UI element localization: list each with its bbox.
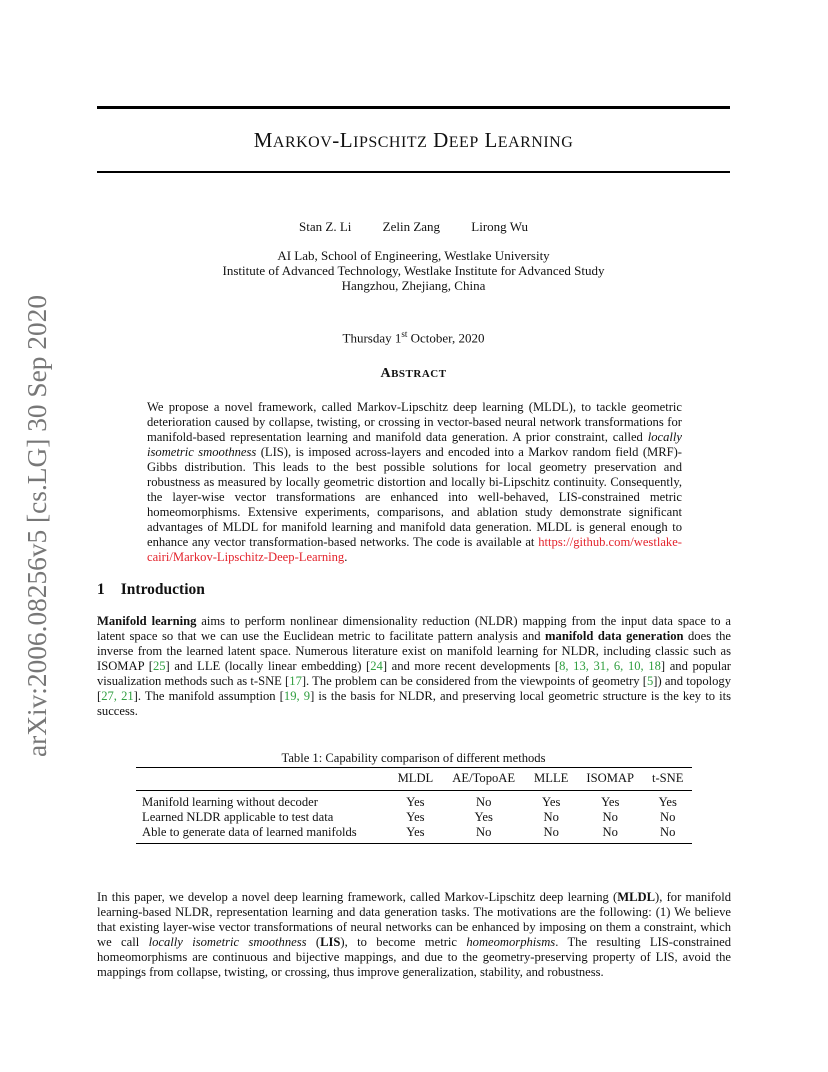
citation-link[interactable]: 8, 13, 31, 6, 10, 18 — [559, 659, 661, 673]
table-cell: No — [660, 825, 676, 839]
capability-table — [136, 767, 692, 844]
table-cell: Manifold learning without decoder — [142, 795, 318, 809]
arxiv-identifier: arXiv:2006.08256v5 [cs.LG] 30 Sep 2020 — [21, 292, 52, 757]
table-cell: Yes — [406, 795, 425, 809]
author-name: Zelin Zang — [382, 219, 441, 234]
affiliation — [97, 248, 730, 293]
section-heading-introduction: 1 Introduction — [97, 581, 205, 598]
date-line: Thursday 1st October, 2020 — [342, 329, 485, 346]
table-cell: No — [475, 795, 492, 809]
affiliation-line: AI Lab, School of Engineering, Westlake University — [277, 248, 550, 263]
citation-link[interactable]: 5 — [646, 674, 654, 688]
table-row — [136, 791, 692, 811]
table-cell: No — [543, 825, 559, 839]
citation-link[interactable]: 25 — [152, 659, 166, 673]
table-cell: No — [602, 825, 618, 839]
table-cell: Yes — [406, 810, 425, 824]
column-header: MLDL — [397, 771, 434, 785]
code-link[interactable]: https://github.com/westlake-cairi/Markov-Lipschitz-Deep-Learning — [147, 535, 682, 564]
table-cell: No — [543, 810, 559, 824]
table-row — [136, 810, 692, 825]
column-header: t-SNE — [651, 771, 684, 785]
abstract-text: We propose a novel framework, called Markov-Lipschitz deep learning (MLDL), to tackle geometric deterioration caused by collapse, twisting, or crossing in vector-based neural network transformations for manifold-based representation learning and manifold data generation. A prior constraint, called locally isometric smoothness (LIS), is imposed across-layers and encoded into a Markov random field (MRF)-Gibbs distribution. This leads to the best possible solutions for local geometry preservation and robustness as measured by locally geometric distortion and locally bi-Lipschitz continuity. Consequently, the layer-wise vector transformations are enhanced into well-behaved, LIS-constrained metric homeomorphisms. Extensive experiments, comparisons, and ablation study demonstrate significant advantages of MLDL for manifold learning and manifold data generation. MLDL is general enough to enhance any vector transformation-based networks. The code is available at https://github.com/westlake-cairi/Markov-Lipschitz-Deep-Learning. — [147, 400, 682, 564]
column-header: ISOMAP — [586, 771, 635, 785]
table-caption: Table 1: Capability comparison of different methods — [281, 751, 546, 765]
table-cell: No — [660, 810, 676, 824]
intro-paragraph-2: In this paper, we develop a novel deep learning framework, called Markov-Lipschitz deep learning (MLDL), for manifold learning-based NLDR, representation learning and data generation tasks. The motivations are the following: (1) We believe that existing layer-wise vector transformations of neural networks can be enhanced by imposing on them a constraint, which we call locally isometric smoothness (LIS), to become metric homeomorphisms. The resulting LIS-constrained homeomorphisms are continuous and bijective mappings, and due to the geometry-preserving property of LIS, avoid the mappings from collapse, twisting, or crossing, thus improve generalization, stability, and robustness. — [97, 890, 731, 979]
citation-link[interactable]: 24 — [370, 659, 383, 673]
table-cell: Yes — [406, 825, 425, 839]
table-cell: Yes — [658, 795, 677, 809]
table-cell: Yes — [601, 795, 620, 809]
abstract-heading: ABSTRACT — [380, 366, 447, 381]
affiliation-line: Institute of Advanced Technology, Westlake Institute for Advanced Study — [222, 263, 605, 278]
table-cell: No — [602, 810, 618, 824]
table-cell: Able to generate data of learned manifolds — [142, 825, 357, 839]
table-cell: Yes — [542, 795, 561, 809]
column-header — [136, 768, 389, 791]
table-cell: Learned NLDR applicable to test data — [142, 810, 334, 824]
arxiv-sidebar-stamp — [2, 290, 62, 760]
citation-link[interactable]: 19, 9 — [283, 689, 311, 703]
intro-paragraph-1: Manifold learning aims to perform nonlinear dimensionality reduction (NLDR) mapping from the input data space to a latent space so that we can use the Euclidean metric to facilitate pattern analysis and manifold data generation does the inverse from the learned latent space. Numerous literature exist on manifold learning for NLDR, including classic such as ISOMAP [25] and LLE (locally linear embedding) [24] and more recent developments [8, 13, 31, 6, 10, 18] and popular visualization methods such as t-SNE [17]. The problem can be considered from the viewpoints of geometry [5]) and topology [27, 21]. The manifold assumption [19, 9] is the basis for NLDR, and preserving local geometric structure is the key to its success. — [97, 614, 732, 718]
column-header: AE/TopoAE — [452, 771, 516, 785]
table-row — [136, 825, 692, 844]
citation-link[interactable]: 27, 21 — [101, 689, 134, 703]
paper-title: MARKOV-LIPSCHITZ DEEP LEARNING — [253, 128, 574, 152]
author-name: Lirong Wu — [471, 219, 528, 234]
author-list — [97, 219, 730, 235]
table-header-row — [136, 768, 692, 791]
table-cell: Yes — [474, 810, 493, 824]
title-rule-top — [97, 106, 730, 109]
title-rule-bottom — [97, 171, 730, 173]
citation-link[interactable]: 17 — [289, 674, 302, 688]
affiliation-line: Hangzhou, Zhejiang, China — [341, 278, 486, 293]
author-name: Stan Z. Li — [299, 219, 352, 234]
column-header: MLLE — [534, 771, 569, 785]
table-cell: No — [475, 825, 492, 839]
